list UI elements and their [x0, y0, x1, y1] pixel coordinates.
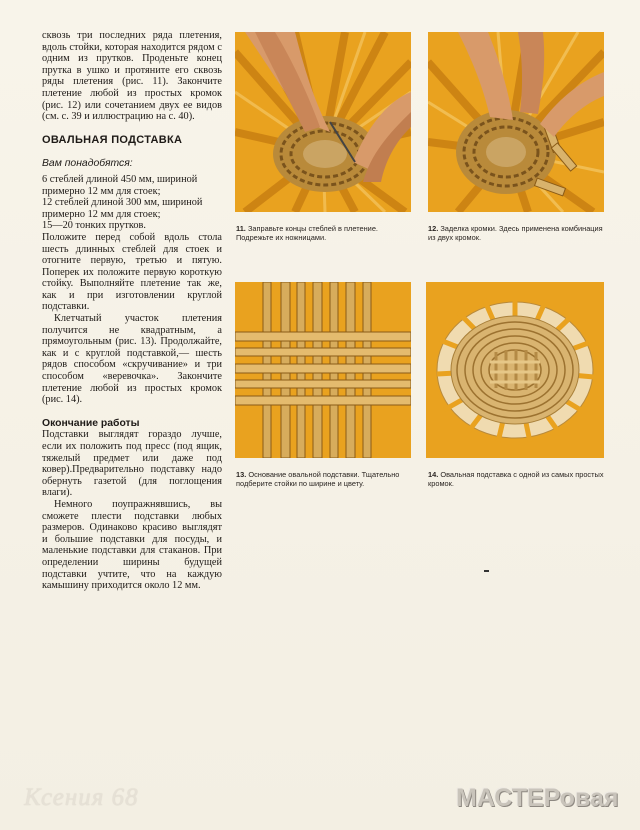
caption-text: Заделка кромки. Здесь применена комбинация из двух кромок. — [428, 224, 603, 242]
caption-number: 14. — [428, 470, 439, 479]
caption-fig-13 — [236, 470, 414, 488]
intro-paragraph: сквозь три последних ряда плетения, вдоль стойки, которая находится рядом с одним из прутков. Проденьте конец прутка в ушко и протяните его сквозь ряды плетения (рис. 11). Закончите плетение любой из простых кромок (рис. 12) или сочетанием двух ее видов (см. с. 39 и иллюстрацию на с. 40). — [42, 30, 222, 123]
watermark-left: Ксения 68 — [24, 784, 139, 811]
subsection-title: Окончание работы — [42, 417, 140, 429]
text-column — [42, 30, 222, 592]
materials-label: Вам понадобятся: — [42, 158, 133, 170]
material-item: 15—20 тонких прутков. — [42, 220, 146, 232]
photo-fig-13 — [235, 282, 411, 458]
material-item: 12 стеблей длиной 300 мм, шириной примерно 12 мм для стоек; — [42, 197, 203, 220]
caption-text: Заправьте концы стеблей в плетение. Подрежьте их ножницами. — [236, 224, 378, 242]
caption-number: 13. — [236, 470, 247, 479]
section-title: ОВАЛЬНАЯ ПОДСТАВКА — [42, 133, 183, 146]
caption-number: 11. — [236, 224, 246, 233]
caption-text: Овальная подставка с одной из самых простых кромок. — [428, 470, 604, 488]
caption-number: 12. — [428, 224, 439, 233]
material-item: 6 стеблей длиной 450 мм, шириной примерно 12 мм для стоек; — [42, 173, 198, 197]
photo-fig-12 — [428, 32, 604, 212]
paragraph-4: Немного поупражнявшись, вы сможете плести подставки любых размеров. Одинаково красиво выглядят и большие подставки для посуды, и маленькие подставки для стаканов. При определении ширины будущей подставки учтите, что на каждую камышину приходится около 12 мм. — [42, 498, 222, 592]
watermark-right: МАСТЕРовая — [456, 784, 619, 812]
divider-mark — [484, 570, 489, 572]
caption-fig-14 — [428, 470, 606, 488]
caption-fig-11 — [236, 224, 412, 242]
paragraph-3: Подставки выглядят гораздо лучше, если их положить под пресс (под ящик, тяжелый предмет или даже под ковер).Предварительно подставку надо обернуть газетой (для поглощения влаги). — [42, 429, 222, 499]
paragraph-1: Положите перед собой вдоль стола шесть длинных стеблей для стоек и отогните первую, третью и пятую. Поперек их положите первую короткую стойку. Выполняйте плетение так же, как и при изготовлении круглой подставки. — [42, 231, 222, 313]
photo-fig-11 — [235, 32, 411, 212]
paragraph-2: Клетчатый участок плетения получится не квадратным, а прямоугольным (рис. 13). Продолжайте, как и с круглой подставкой,— шесть рядов способом «скручивание» и три способом «веревочка». Закончите плетение любой из простых кромок (рис. 14). — [42, 313, 222, 406]
caption-text: Основание овальной подставки. Тщательно подберите стойки по ширине и цвету. — [236, 470, 400, 488]
photo-fig-14 — [426, 282, 604, 458]
caption-fig-12 — [428, 224, 606, 242]
